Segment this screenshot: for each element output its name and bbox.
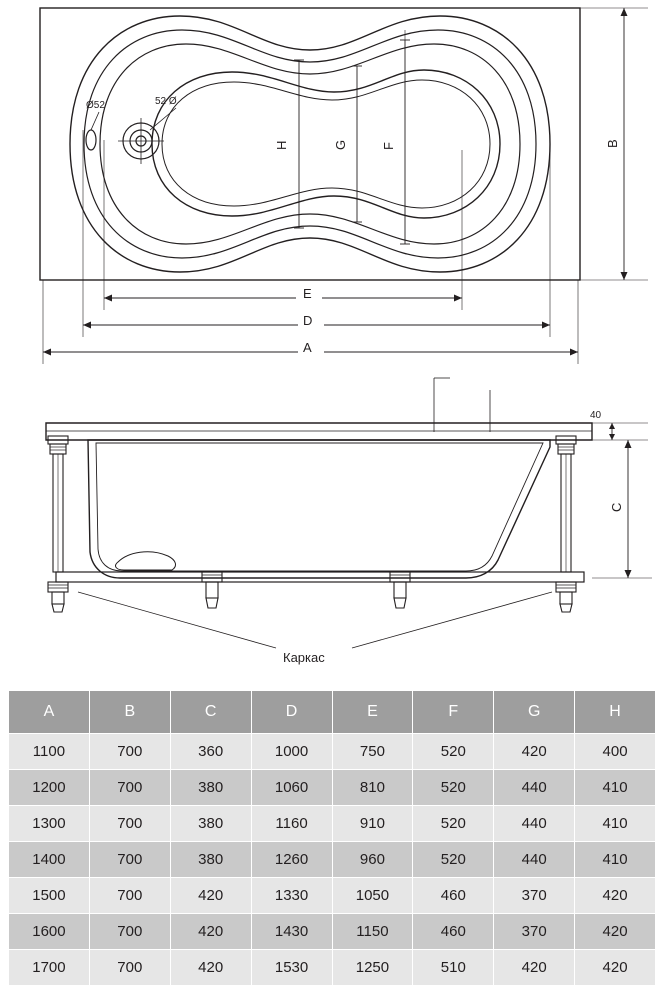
cell: 1600	[9, 914, 90, 950]
frame-rail	[56, 572, 584, 582]
cell: 420	[170, 878, 251, 914]
cell: 410	[575, 806, 656, 842]
tub-inner-bowl	[152, 70, 500, 218]
frame-leg-right	[556, 436, 576, 612]
cell: 700	[89, 734, 170, 770]
dimension-label-40: 40	[590, 410, 602, 421]
cell: 440	[494, 770, 575, 806]
cell: 700	[89, 914, 170, 950]
frame-leader-left	[78, 592, 276, 648]
dimension-arrow-A-right	[570, 349, 578, 356]
cell: 420	[575, 914, 656, 950]
tub-body-profile	[88, 440, 550, 578]
dimension-label-D: D	[303, 313, 313, 328]
cell: 410	[575, 842, 656, 878]
tub-body-inner-profile	[96, 443, 543, 571]
table-row	[9, 842, 656, 878]
dimension-arrow-40-top	[609, 423, 615, 429]
dimension-arrow-D-right	[542, 322, 550, 329]
cell: 400	[575, 734, 656, 770]
column-header-F: F	[413, 691, 494, 734]
drain-assembly	[116, 552, 176, 570]
dimension-table	[8, 690, 656, 986]
table-row	[9, 914, 656, 950]
cell: 1430	[251, 914, 332, 950]
frame-caption-label: Каркас	[283, 650, 325, 665]
cell: 420	[170, 914, 251, 950]
tub-outer-rectangle	[40, 8, 580, 280]
column-header-H: H	[575, 691, 656, 734]
cell: 750	[332, 734, 413, 770]
top-view-group	[40, 8, 648, 364]
cell: 1300	[9, 806, 90, 842]
cell: 420	[170, 950, 251, 986]
cell: 1150	[332, 914, 413, 950]
cell: 1000	[251, 734, 332, 770]
cell: 380	[170, 806, 251, 842]
dimension-label-C: C	[609, 502, 624, 512]
dimension-arrow-C-top	[625, 440, 632, 448]
table-row	[9, 734, 656, 770]
cell: 1060	[251, 770, 332, 806]
table-row	[9, 878, 656, 914]
cell: 1100	[9, 734, 90, 770]
dimension-label-E: E	[303, 286, 312, 301]
drain-diameter-label: 52 Ø	[155, 96, 177, 107]
cell: 700	[89, 770, 170, 806]
table-row	[9, 770, 656, 806]
dimension-arrow-B-top	[621, 8, 628, 16]
cell: 370	[494, 914, 575, 950]
drain-leader-line	[150, 108, 176, 130]
dimension-label-H: H	[274, 140, 289, 150]
cell: 700	[89, 806, 170, 842]
column-header-G: G	[494, 691, 575, 734]
cell: 1160	[251, 806, 332, 842]
frame-leader-right	[352, 592, 552, 648]
table-header-row	[9, 691, 656, 734]
cell: 510	[413, 950, 494, 986]
cell: 910	[332, 806, 413, 842]
dimension-label-F: F	[381, 142, 396, 150]
cell: 700	[89, 878, 170, 914]
cell: 360	[170, 734, 251, 770]
cell: 1700	[9, 950, 90, 986]
cell: 420	[575, 878, 656, 914]
column-header-A: A	[9, 691, 90, 734]
cell: 1530	[251, 950, 332, 986]
cell: 520	[413, 806, 494, 842]
cell: 1260	[251, 842, 332, 878]
cell: 520	[413, 770, 494, 806]
dimension-label-G: G	[333, 139, 348, 150]
cell: 960	[332, 842, 413, 878]
overflow-hole	[86, 130, 96, 150]
cell: 440	[494, 842, 575, 878]
dimension-arrow-A-left	[43, 349, 51, 356]
dimension-arrow-40-bottom	[609, 434, 615, 440]
table-row	[9, 950, 656, 986]
cell: 1050	[332, 878, 413, 914]
dimension-label-B: B	[605, 139, 620, 148]
dimension-arrow-E-right	[454, 295, 462, 302]
cell: 420	[494, 950, 575, 986]
cell: 410	[575, 770, 656, 806]
dimension-arrow-B-bottom	[621, 272, 628, 280]
cell: 520	[413, 734, 494, 770]
cell: 440	[494, 806, 575, 842]
tub-outer-contour	[70, 16, 550, 272]
column-header-B: B	[89, 691, 170, 734]
dimension-table-container	[8, 690, 656, 986]
cell: 460	[413, 914, 494, 950]
column-header-E: E	[332, 691, 413, 734]
dimension-label-A: A	[303, 340, 312, 355]
cell: 420	[575, 950, 656, 986]
dimension-arrow-D-left	[83, 322, 91, 329]
tub-third-contour	[100, 44, 520, 244]
column-header-C: C	[170, 691, 251, 734]
cell: 810	[332, 770, 413, 806]
cell: 370	[494, 878, 575, 914]
cell: 1400	[9, 842, 90, 878]
cell: 1330	[251, 878, 332, 914]
table-row	[9, 806, 656, 842]
tub-inner-bowl-second	[162, 80, 490, 208]
cell: 1200	[9, 770, 90, 806]
dimension-arrow-E-left	[104, 295, 112, 302]
cell: 420	[494, 734, 575, 770]
overflow-leader-line	[91, 112, 99, 130]
dimension-arrow-C-bottom	[625, 570, 632, 578]
cell: 460	[413, 878, 494, 914]
side-view-group	[46, 378, 652, 665]
cell: 700	[89, 950, 170, 986]
cell: 1250	[332, 950, 413, 986]
frame-leg-left	[48, 436, 68, 612]
cell: 520	[413, 842, 494, 878]
column-header-D: D	[251, 691, 332, 734]
cell: 380	[170, 770, 251, 806]
cell: 700	[89, 842, 170, 878]
cell: 380	[170, 842, 251, 878]
cell: 1500	[9, 878, 90, 914]
overflow-diameter-label: Ø52	[86, 100, 105, 111]
tub-rim-slab	[46, 423, 592, 440]
